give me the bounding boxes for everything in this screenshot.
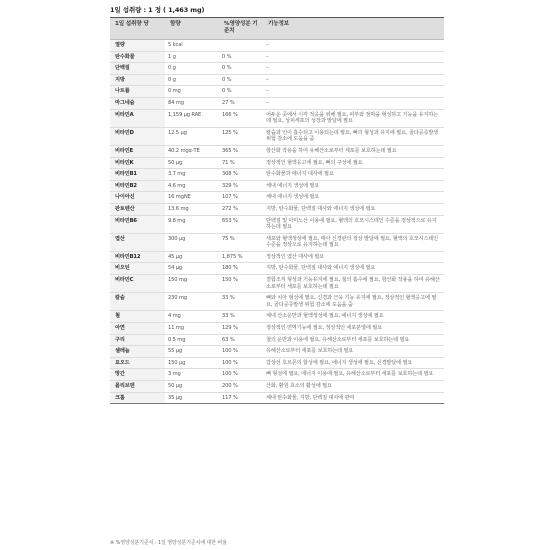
daily-value-percent — [219, 40, 263, 52]
table-row — [110, 169, 444, 181]
serving-size: 1일 섭취량 : 1 정 ( 1,463 mg) — [110, 6, 205, 14]
daily-value-percent: 653 % — [219, 215, 263, 233]
function-info: – — [263, 97, 444, 109]
function-info: 지방, 탄수화물, 단백질 대사와 에너지 생성에 필요 — [263, 263, 444, 275]
table-row — [110, 311, 444, 323]
daily-value-percent: 200 % — [219, 381, 263, 393]
nutrient-amount: 230 mg — [165, 293, 219, 311]
daily-value-percent: 1,875 % — [219, 251, 263, 263]
nutrient-name: 비타민B2 — [110, 180, 165, 192]
function-info: 세포와 혈액생성에 필요, 태아 신경관의 정상 발달에 필요, 혈액의 호모시스테인 수준을 정상으로 유지하는데 필요 — [263, 233, 444, 251]
daily-value-percent: 166 % — [219, 109, 263, 127]
function-info: 뼈 형성에 필요, 에너지 이용에 필요, 유해산소로부터 세포를 보호하는데 필요 — [263, 369, 444, 381]
daily-value-percent: 100 % — [219, 357, 263, 369]
nutrient-amount: 0 g — [165, 74, 219, 86]
table-row — [110, 192, 444, 204]
table-row — [110, 357, 444, 369]
daily-value-percent: 71 % — [219, 157, 263, 169]
nutrient-name: 비타민A — [110, 109, 165, 127]
function-info: 칼슘과 인이 흡수되고 이용되는데 필요, 뼈의 형성과 유지에 필요, 골다공증발생 위험 감소에 도움을 줌 — [263, 127, 444, 145]
daily-value-percent: 63 % — [219, 334, 263, 346]
nutrient-name: 비타민C — [110, 275, 165, 293]
daily-value-percent: 365 % — [219, 145, 263, 157]
nutrient-name: 엽산 — [110, 233, 165, 251]
table-row — [110, 97, 444, 109]
daily-value-percent: 117 % — [219, 392, 263, 404]
daily-value-percent: 27 % — [219, 97, 263, 109]
nutrient-name: 탄수화물 — [110, 51, 165, 63]
function-info: – — [263, 86, 444, 98]
nutrient-amount: 50 μg — [165, 381, 219, 393]
nutrient-name: 비오틴 — [110, 263, 165, 275]
nutrient-amount: 1 g — [165, 51, 219, 63]
nutrient-name: 비타민D — [110, 127, 165, 145]
function-info: 뼈와 치아 형성에 필요, 신경과 근육 기능 유지에 필요, 정상적인 혈액응고에 필요, 골다공증발생 위험 감소에 도움을 줌 — [263, 293, 444, 311]
nutrient-amount: 16 mgNE — [165, 192, 219, 204]
table-row — [110, 157, 444, 169]
nutrient-amount: 55 μg — [165, 346, 219, 358]
daily-value-percent: 308 % — [219, 169, 263, 181]
daily-value-percent: 272 % — [219, 203, 263, 215]
table-row — [110, 109, 444, 127]
table-row — [110, 215, 444, 233]
table-row — [110, 145, 444, 157]
nutrition-table — [110, 17, 444, 404]
nutrient-name: 비타민E — [110, 145, 165, 157]
nutrient-name: 망간 — [110, 369, 165, 381]
nutrient-amount: 3.7 mg — [165, 169, 219, 181]
nutrient-amount: 4 mg — [165, 311, 219, 323]
nutrient-amount: 40.2 mgα-TE — [165, 145, 219, 157]
nutrient-name: 단백질 — [110, 63, 165, 75]
daily-value-percent: 0 % — [219, 86, 263, 98]
nutrient-amount: 11 mg — [165, 323, 219, 335]
table-row — [110, 233, 444, 251]
daily-value-percent: 329 % — [219, 180, 263, 192]
table-row — [110, 381, 444, 393]
table-row — [110, 323, 444, 335]
header-function-info: 기능정보 — [263, 18, 444, 40]
table-row — [110, 293, 444, 311]
function-info: 갑상선 호르몬의 합성에 필요, 에너지 생성에 필요, 신경발달에 필요 — [263, 357, 444, 369]
table-row — [110, 180, 444, 192]
table-row — [110, 275, 444, 293]
nutrient-name: 구리 — [110, 334, 165, 346]
table-row — [110, 51, 444, 63]
function-info: 체내 에너지 생성에 필요 — [263, 180, 444, 192]
nutrient-amount: 3 mg — [165, 369, 219, 381]
nutrient-name: 비타민K — [110, 157, 165, 169]
nutrient-amount: 45 μg — [165, 251, 219, 263]
table-row — [110, 346, 444, 358]
nutrient-name: 비타민B12 — [110, 251, 165, 263]
function-info: 산화, 환원 효소의 활성에 필요 — [263, 381, 444, 393]
nutrient-name: 마그네슘 — [110, 97, 165, 109]
function-info: – — [263, 40, 444, 52]
function-info: 탄수화물과 에너지 대사에 필요 — [263, 169, 444, 181]
header-per-daily-intake: 1일 섭취량 당 — [110, 18, 165, 40]
table-row — [110, 392, 444, 404]
nutrient-amount: 300 μg — [165, 233, 219, 251]
function-info: 어두운 곳에서 시각 적응을 위해 필요, 피부와 점막을 형성하고 기능을 유지하는데 필요, 상피세포의 성장과 발달에 필요 — [263, 109, 444, 127]
table-row — [110, 334, 444, 346]
daily-value-percent: 125 % — [219, 127, 263, 145]
header-daily-value: %영양성분 기준치 — [219, 18, 263, 40]
daily-value-percent: 75 % — [219, 233, 263, 251]
daily-value-percent: 150 % — [219, 275, 263, 293]
table-row — [110, 263, 444, 275]
daily-value-percent: 33 % — [219, 293, 263, 311]
function-info: 결합조직 형성과 기능유지에 필요, 철의 흡수에 필요, 항산화 작용을 하여 유해산소로부터 세포를 보호하는데 필요 — [263, 275, 444, 293]
nutrient-name: 열량 — [110, 40, 165, 52]
header-amount: 함량 — [165, 18, 219, 40]
nutrient-name: 나이아신 — [110, 192, 165, 204]
function-info: 체내 탄수화물, 지방, 단백질 대사에 관여 — [263, 392, 444, 404]
table-row — [110, 251, 444, 263]
nutrient-amount: 54 μg — [165, 263, 219, 275]
function-info: 정상적인 면역기능에 필요, 정상적인 세포분열에 필요 — [263, 323, 444, 335]
nutrient-amount: 150 mg — [165, 275, 219, 293]
function-info: 체내 산소운반과 혈액생성에 필요, 에너지 생성에 필요 — [263, 311, 444, 323]
daily-value-percent: 107 % — [219, 192, 263, 204]
function-info: – — [263, 63, 444, 75]
table-row — [110, 86, 444, 98]
daily-value-percent: 33 % — [219, 311, 263, 323]
table-header-row — [110, 18, 444, 40]
table-row — [110, 203, 444, 215]
nutrient-amount: 35 μg — [165, 392, 219, 404]
function-info: 지방, 탄수화물, 단백질 대사와 에너지 생성에 필요 — [263, 203, 444, 215]
function-info: 체내 에너지 생성에 필요 — [263, 192, 444, 204]
daily-value-percent: 0 % — [219, 51, 263, 63]
function-info: – — [263, 51, 444, 63]
daily-value-percent: 180 % — [219, 263, 263, 275]
nutrient-name: 아연 — [110, 323, 165, 335]
nutrient-name: 크롬 — [110, 392, 165, 404]
function-info: 정상적인 엽산 대사에 필요 — [263, 251, 444, 263]
nutrient-amount: 12.5 μg — [165, 127, 219, 145]
nutrient-amount: 9.8 mg — [165, 215, 219, 233]
nutrient-name: 판토텐산 — [110, 203, 165, 215]
daily-value-percent: 0 % — [219, 74, 263, 86]
nutrient-amount: 84 mg — [165, 97, 219, 109]
nutrient-name: 나트륨 — [110, 86, 165, 98]
daily-value-percent: 129 % — [219, 323, 263, 335]
nutrient-amount: 13.6 mg — [165, 203, 219, 215]
nutrient-name: 지방 — [110, 74, 165, 86]
function-info: 항산화 작용을 하여 유해산소로부터 세포를 보호하는데 필요 — [263, 145, 444, 157]
nutrient-name: 칼슘 — [110, 293, 165, 311]
function-info: 철의 운반과 이용에 필요, 유해산소로부터 세포를 보호하는데 필요 — [263, 334, 444, 346]
nutrient-name: 몰리브덴 — [110, 381, 165, 393]
function-info: – — [263, 74, 444, 86]
nutrient-name: 셀레늄 — [110, 346, 165, 358]
nutrient-name: 철 — [110, 311, 165, 323]
nutrient-amount: 0 mg — [165, 86, 219, 98]
nutrient-amount: 50 μg — [165, 157, 219, 169]
function-info: 단백질 및 아미노산 이용에 필요, 혈액의 호모시스테인 수준을 정상적으로 유지하는데 필요 — [263, 215, 444, 233]
table-row — [110, 127, 444, 145]
nutrient-amount: 0 g — [165, 63, 219, 75]
footnote: ※ %영양성분기준치 : 1일 영양성분기준치에 대한 비율 — [110, 540, 227, 546]
nutrient-name: 요오드 — [110, 357, 165, 369]
table-row — [110, 40, 444, 52]
daily-value-percent: 100 % — [219, 369, 263, 381]
table-row — [110, 369, 444, 381]
nutrient-amount: 4.6 mg — [165, 180, 219, 192]
table-row — [110, 63, 444, 75]
daily-value-percent: 0 % — [219, 63, 263, 75]
daily-value-percent: 100 % — [219, 346, 263, 358]
table-row — [110, 74, 444, 86]
nutrient-amount: 150 μg — [165, 357, 219, 369]
nutrient-amount: 5 kcal — [165, 40, 219, 52]
nutrient-amount: 1,159 μg RAE — [165, 109, 219, 127]
nutrient-amount: 0.5 mg — [165, 334, 219, 346]
nutrient-name: 비타민B6 — [110, 215, 165, 233]
function-info: 유해산소로부터 세포를 보호하는데 필요 — [263, 346, 444, 358]
function-info: 정상적인 혈액응고에 필요, 뼈의 구성에 필요 — [263, 157, 444, 169]
nutrient-name: 비타민B1 — [110, 169, 165, 181]
